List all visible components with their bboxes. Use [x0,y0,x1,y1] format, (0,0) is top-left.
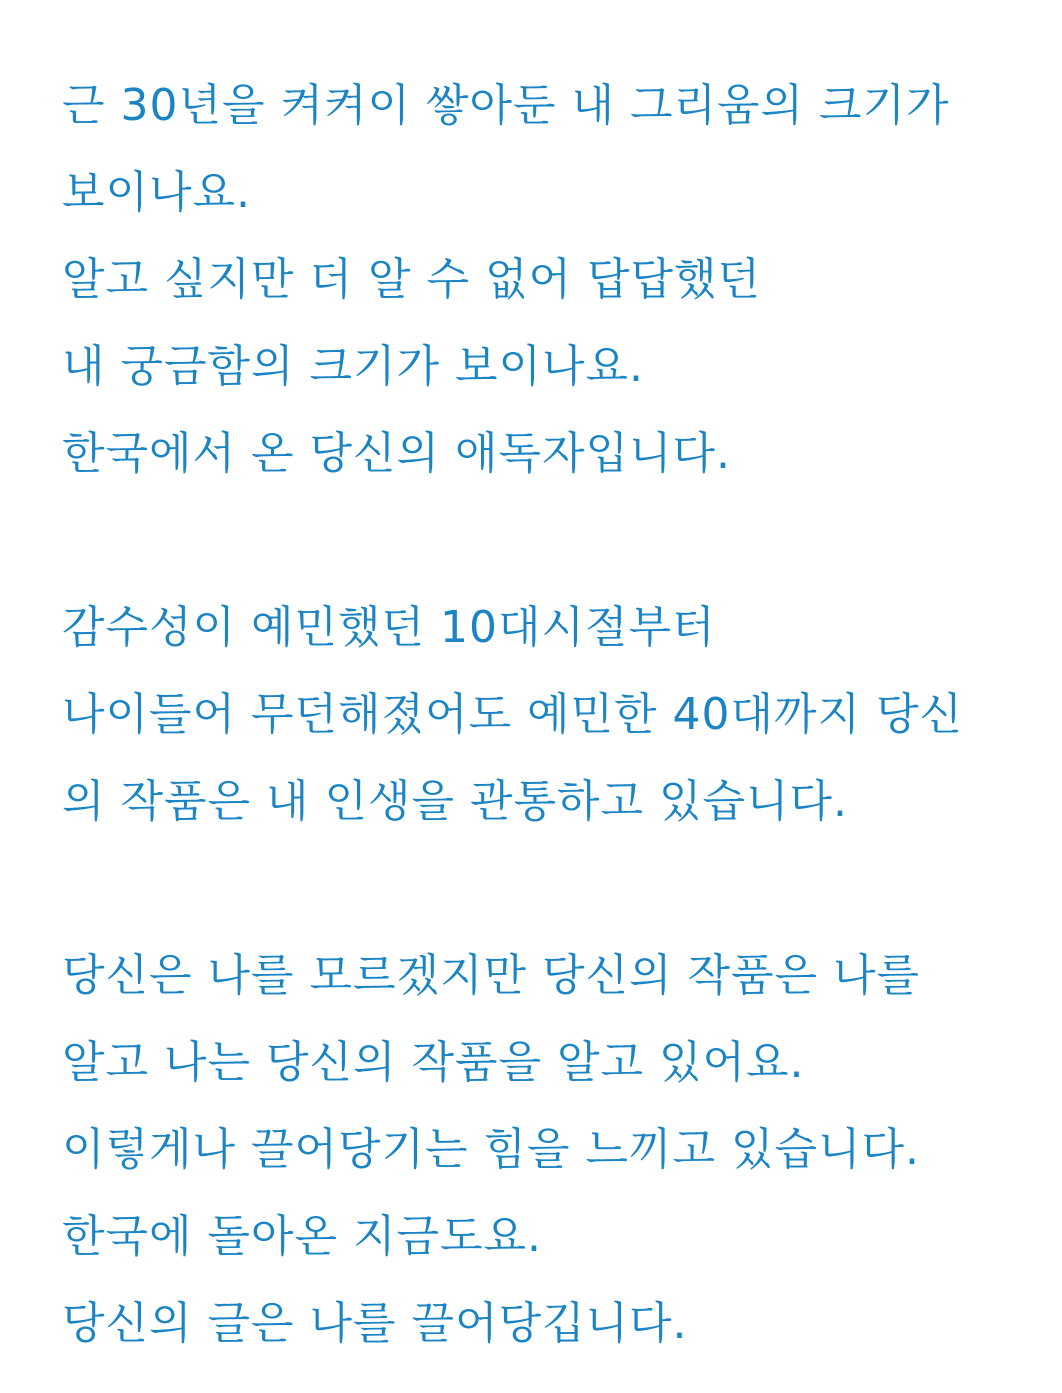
paragraph-3 [62,932,1052,1367]
text-line: 알고 나는 당신의 작품을 알고 있어요. [62,1037,805,1088]
text-line: 보이나요. [62,167,252,218]
text-line: 알고 싶지만 더 알 수 없어 답답했던 [62,254,761,305]
text-line: 한국에서 온 당신의 애독자입니다. [62,428,731,479]
text-line: 한국에 돌아온 지금도요. [62,1211,542,1262]
paragraph-1 [62,62,1052,497]
text-line: 내 궁금함의 크기가 보이나요. [62,341,644,392]
paragraph-2 [62,584,1052,845]
text-line: 근 30년을 켜켜이 쌓아둔 내 그리움의 크기가 [62,80,950,131]
paragraph-spacer [62,845,1052,932]
text-line: 당신의 글은 나를 끌어당깁니다. [62,1298,688,1349]
text-line: 당신은 나를 모르겠지만 당신의 작품은 나를 [62,950,921,1001]
text-line: 이렇게나 끌어당기는 힘을 느끼고 있습니다. [62,1124,921,1175]
text-line: 나이들어 무던해졌어도 예민한 40대까지 당신 [62,689,964,740]
text-line: 의 작품은 내 인생을 관통하고 있습니다. [62,776,848,827]
letter-body [62,62,1052,1367]
text-line: 감수성이 예민했던 10대시절부터 [62,602,716,653]
paragraph-spacer [62,497,1052,584]
